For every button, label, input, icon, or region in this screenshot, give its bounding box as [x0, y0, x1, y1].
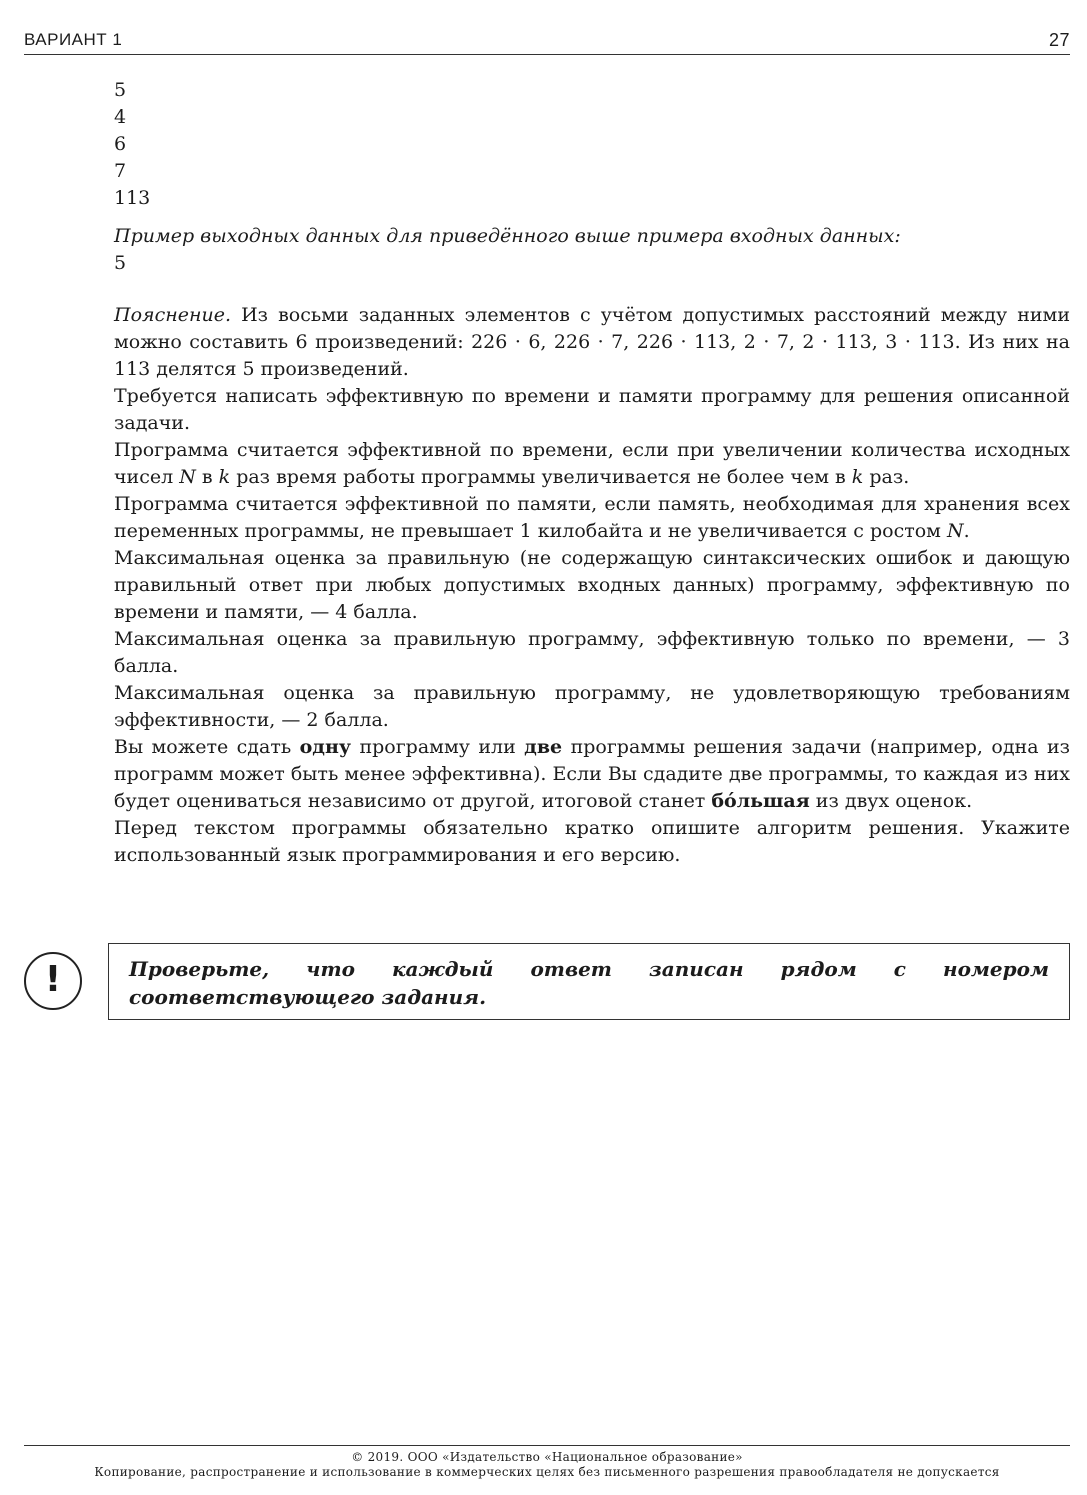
output-heading: Пример выходных данных для приведённого выше примера входных данных:: [114, 225, 901, 247]
score-3-paragraph: Максимальная оценка за правильную программу, эффективную только по времени, — 3 балла.: [114, 628, 1070, 677]
page-number: 27: [1048, 30, 1070, 50]
score-4-paragraph: Максимальная оценка за правильную (не содержащую синтаксических ошибок и дающую правильный ответ при любых допустимых входных данных) программу, эффективную по времени и памяти, — 4 балла.: [114, 547, 1070, 623]
footer-divider: [24, 1445, 1070, 1446]
requirement-paragraph: Требуется написать эффективную по времени и памяти программу для решения описанной задачи.: [114, 385, 1070, 434]
notice-box: Проверьте, что каждый ответ записан рядом с номером соответствующего задания.: [108, 943, 1070, 1020]
variant-label: ВАРИАНТ 1: [24, 30, 123, 49]
input-line: 7: [114, 160, 127, 182]
footer-rights: Копирование, распространение и использование в коммерческих целях без письменного разрешения правообладателя не допускается: [94, 1465, 1000, 1479]
explanation-label: Пояснение.: [114, 304, 232, 326]
time-efficiency-paragraph: Программа считается эффективной по времени, если при увеличении количества исходных чисел N в k раз время работы программы увеличивается не более чем в k раз.: [114, 439, 1070, 488]
explanation-text: Из восьми заданных элементов с учётом допустимых расстояний между ними можно составить 6 произведений: 226 · 6, 226 · 7, 226 · 113, 2 · 7, 2 · 113, 3 · 113. Из них на 113 делятся 5 произведений.: [114, 304, 1070, 380]
page-header: [24, 28, 1070, 55]
input-line: 6: [114, 133, 127, 155]
footer-copyright: © 2019. ООО «Издательство «Национальное образование»: [351, 1450, 743, 1464]
score-2-paragraph: Максимальная оценка за правильную программу, не удовлетворяющую требованиям эффективности, — 2 балла.: [114, 682, 1070, 731]
algorithm-note-paragraph: Перед текстом программы обязательно кратко опишите алгоритм решения. Укажите использованный язык программирования и его версию.: [114, 817, 1070, 866]
submit-paragraph: Вы можете сдать одну программу или две программы решения задачи (например, одна из программ может быть менее эффективна). Если Вы сдадите две программы, то каждая из них будет оцениваться независимо от другой, итоговой станет бóльшая из двух оценок.: [114, 736, 1070, 812]
input-line: 4: [114, 106, 127, 128]
input-example: [114, 77, 1070, 212]
input-line: 113: [114, 187, 151, 209]
input-line: 5: [114, 79, 127, 101]
exclamation-icon: !: [24, 952, 82, 1010]
page-content: [114, 77, 1070, 869]
output-value: 5: [114, 252, 127, 274]
memory-efficiency-paragraph: Программа считается эффективной по памяти, если память, необходимая для хранения всех переменных программы, не превышает 1 килобайта и не увеличивается с ростом N.: [114, 493, 1070, 542]
explanation-paragraph: [114, 302, 1070, 383]
